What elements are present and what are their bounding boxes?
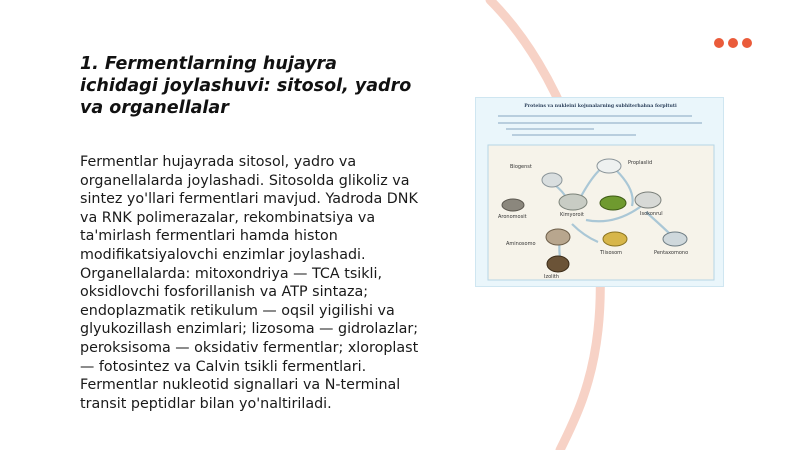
organelle-icon (603, 232, 627, 246)
dot-icon (728, 38, 738, 48)
chloroplast-icon (600, 196, 626, 210)
label-top-right: Proplaslid (628, 160, 653, 166)
label-low-left: Aminosomo (506, 241, 536, 247)
menu-dots (714, 38, 752, 48)
label-bottom: Izolith (544, 274, 560, 280)
label-mid-right: Isokonrul (640, 211, 663, 217)
label-center: Kimyoroit (560, 212, 584, 218)
organelle-icon (547, 256, 569, 272)
organelle-icon (635, 192, 661, 208)
dot-icon (714, 38, 724, 48)
diagram-drawing (476, 98, 725, 288)
figure-heading: Proteins va nukleini kojunalarning subhiterhahna forpltuti (524, 104, 677, 109)
cell-enzyme-diagram (475, 97, 724, 287)
figure-caption-lines (498, 116, 702, 135)
organelle-icon (546, 229, 570, 245)
label-top-left: Biogenst (510, 164, 532, 170)
label-low-center: Tlisosom (600, 250, 623, 256)
slide-body-text: Fermentlar hujayrada sitosol, yadro va organellalarda joylashadi. Sitosolda glikoliz va sintez yo'llari fermentlari mavjud. Yadroda DNK va RNK polimerazalar, rekombinatsiya va ta'mirlash fermentlari hamda histon modifikatsiyalovchi enzimlar joylashadi. Organellalarda: mitoxondriya — TCA tsikli, oksidlovchi fosforillanish va ATP sintaza; endoplazmatik retikulum — oqsil yigilishi va glyukozillash enzimlari; lizosoma — gidrolazlar; peroksisoma — oksidativ fermentlar; xloroplast — fotosintez va Calvin tsikli fermentlari. Fermentlar nukleotid signallari va N-terminal transit peptidlar bilan yo'naltiriladi. (80, 154, 419, 412)
organelle-icon (597, 159, 621, 173)
slide-title: 1. Fermentlarning hujayra ichidagi joylashuvi: sitosol, yadro va organellalar (80, 54, 412, 118)
label-low-right: Pentaxomono (654, 250, 689, 256)
label-mid-left: Aronomosit (498, 214, 527, 220)
organelle-icon (663, 232, 687, 246)
organelle-icon (542, 173, 562, 187)
organelle-icon (502, 199, 524, 211)
organelle-icon (559, 194, 587, 210)
dot-icon (742, 38, 752, 48)
